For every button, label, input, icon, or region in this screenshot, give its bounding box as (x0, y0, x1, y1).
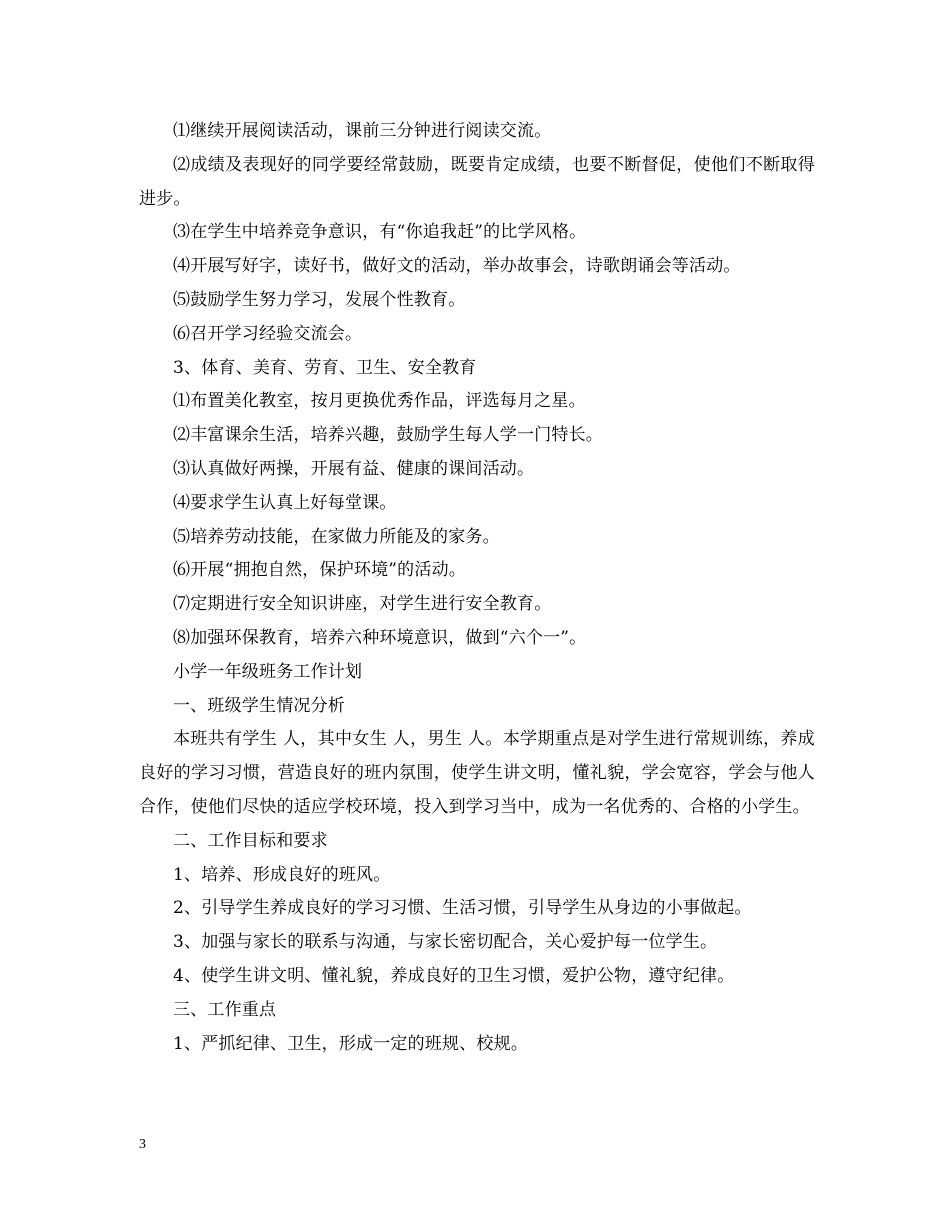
paragraph: ⑴布置美化教室，按月更换优秀作品，评选每月之星。 (173, 391, 586, 412)
paragraph: ⑷要求学生认真上好每堂课。 (173, 492, 397, 513)
document-title: 小学一年级班务工作计划 (173, 661, 363, 682)
section-heading: 二、工作目标和要求 (173, 830, 328, 851)
paragraph: 本班共有学生 人，其中女生 人，男生 人。本学期重点是对学生进行常规训练，养成良好的学习习惯，营造良好的班内氛围，使学生讲文明，懂礼貌，学会宽容，学会与他人合作，使他们尽快的适应学校环境，投入到学习当中，成为一名优秀的、合格的小学生。 (139, 729, 815, 817)
paragraph: 3、加强与家长的联系与沟通，与家长密切配合，关心爱护每一位学生。 (173, 932, 718, 953)
document-body (139, 115, 815, 1061)
paragraph: 4、使学生讲文明、懂礼貌，养成良好的卫生习惯，爱护公物，遵守纪律。 (173, 965, 735, 986)
section-heading: 一、班级学生情况分析 (173, 695, 345, 716)
paragraph: 2、引导学生养成良好的学习习惯、生活习惯，引导学生从身边的小事做起。 (173, 898, 752, 919)
paragraph: ⑹召开学习经验交流会。 (173, 323, 363, 344)
paragraph: ⑶认真做好两操，开展有益、健康的课间活动。 (173, 458, 535, 479)
paragraph: ⑺定期进行安全知识讲座，对学生进行安全教育。 (173, 594, 552, 615)
paragraph: 1、严抓纪律、卫生，形成一定的班规、校规。 (173, 1033, 529, 1054)
paragraph: ⑻加强环保教育，培养六种环境意识，做到“六个一”。 (173, 627, 587, 648)
section-heading: 3、体育、美育、劳育、卫生、安全教育 (173, 357, 477, 378)
paragraph: 1、培养、形成良好的班风。 (173, 864, 391, 885)
paragraph: ⑸培养劳动技能，在家做力所能及的家务。 (173, 526, 500, 547)
paragraph: ⑷开展写好字，读好书，做好文的活动，举办故事会，诗歌朗诵会等活动。 (173, 256, 741, 277)
paragraph: ⑵成绩及表现好的同学要经常鼓励，既要肯定成绩，也要不断督促，使他们不断取得进步。 (139, 154, 815, 209)
paragraph: ⑸鼓励学生努力学习，发展个性教育。 (173, 289, 466, 310)
paragraph: ⑶在学生中培养竞争意识，有“你追我赶”的比学风格。 (173, 222, 587, 243)
paragraph: ⑹开展“拥抱自然，保护环境”的活动。 (173, 560, 466, 581)
page-number: 3 (139, 1137, 146, 1152)
paragraph: ⑵丰富课余生活，培养兴趣，鼓励学生每人学一门特长。 (173, 425, 603, 446)
section-heading: 三、工作重点 (173, 999, 277, 1020)
paragraph: ⑴继续开展阅读活动，课前三分钟进行阅读交流。 (173, 121, 552, 141)
